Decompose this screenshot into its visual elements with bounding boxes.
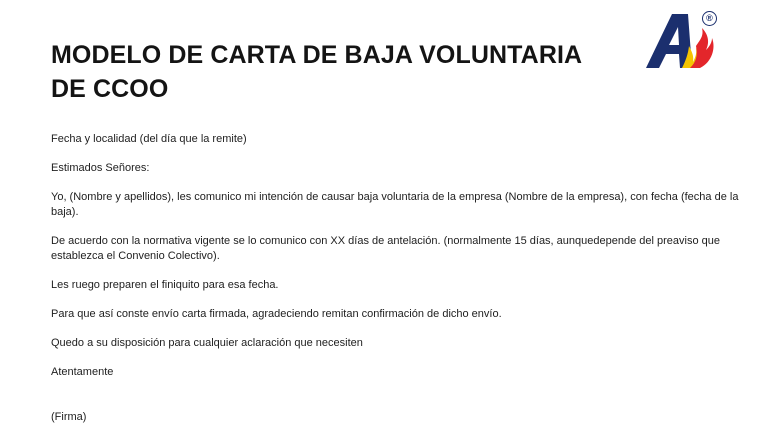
logo-a-shape	[646, 14, 692, 68]
title-line-2: DE CCOO	[51, 75, 169, 103]
registered-mark: ®	[702, 11, 717, 26]
greeting-line: Estimados Señores:	[51, 162, 150, 174]
title-line-1: MODELO DE CARTA DE BAJA VOLUNTARIA	[51, 41, 583, 69]
document-title	[51, 38, 631, 106]
confirmation-paragraph: Para que así conste envío carta firmada, agradeciendo remitan confirmación de dicho envío.	[51, 308, 502, 320]
signature-line: (Firma)	[51, 411, 87, 423]
closing-line: Atentamente	[51, 366, 114, 378]
date-place-line: Fecha y localidad (del día que la remite)	[51, 133, 247, 145]
notice-paragraph: De acuerdo con la normativa vigente se lo comunico con XX días de antelación. (normalmente 15 días, aunquedepende del preaviso que establezca el Convenio Colectivo).	[51, 235, 720, 262]
availability-paragraph: Quedo a su disposición para cualquier aclaración que necesiten	[51, 337, 363, 349]
intro-paragraph: Yo, (Nombre y apellidos), les comunico mi intención de causar baja voluntaria de la empresa (Nombre de la empresa), con fecha (fecha de la baja).	[51, 191, 739, 218]
settlement-paragraph: Les ruego preparen el finiquito para esa fecha.	[51, 279, 279, 291]
letter-body	[51, 132, 741, 432]
